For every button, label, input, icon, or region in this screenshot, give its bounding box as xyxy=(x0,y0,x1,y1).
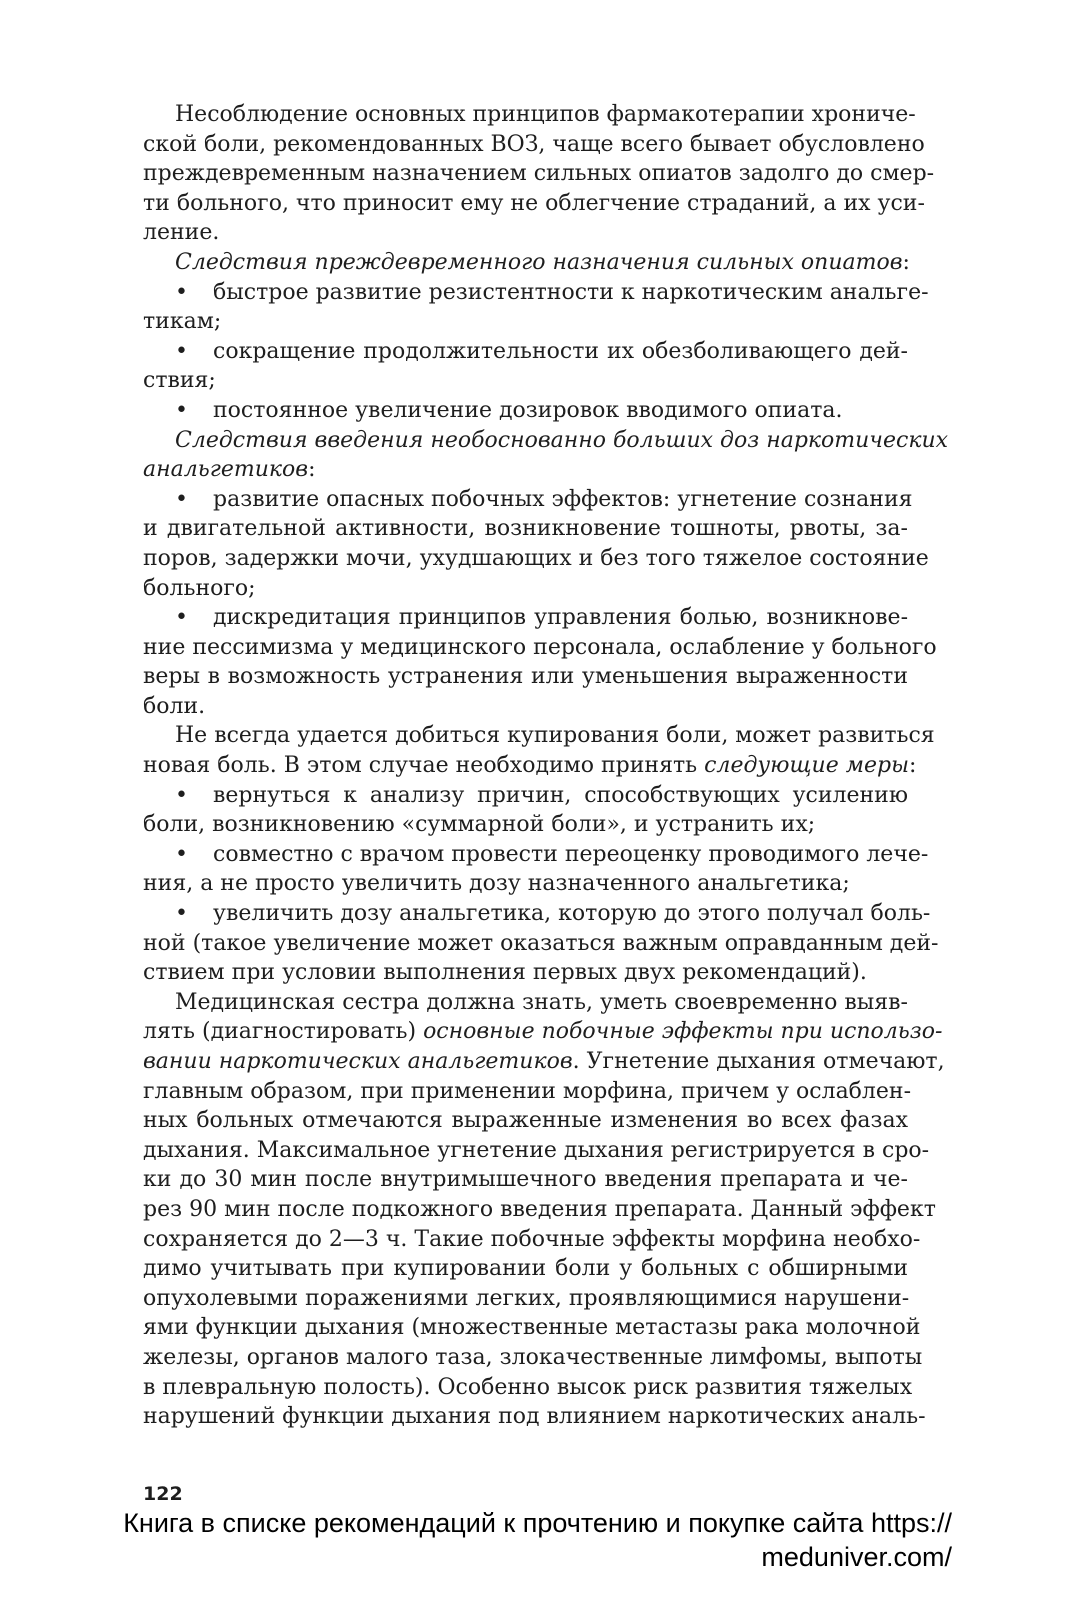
paragraph xyxy=(143,100,935,248)
text-line: ление. xyxy=(143,220,220,246)
page-body xyxy=(143,100,949,1432)
text-line xyxy=(143,840,929,870)
text-line xyxy=(143,1017,943,1047)
list-item xyxy=(143,781,908,840)
bullet-icon: • xyxy=(175,605,188,631)
italic-text: вании наркотических анальгетиков xyxy=(143,1049,573,1074)
italic-text: Следствия введения необоснованно больших доз наркотических xyxy=(175,427,949,453)
text: новая боль. В этом случае необходимо принять xyxy=(143,753,705,779)
list-item xyxy=(143,899,939,988)
list-item-text: совместно с врачом провести переоценку проводимого лече- xyxy=(213,841,929,867)
footer-note-line: Книга в списке рекомендаций к прочтению и покупке сайта https:// xyxy=(123,1508,952,1538)
text-line: веры в возможность устранения или уменьшения выраженности xyxy=(143,664,908,690)
text-line: преждевременным назначением сильных опиатов задолго до смер- xyxy=(143,161,935,187)
text-line xyxy=(143,455,908,485)
text-line: ти больного, что приносит ему не облегчение страданий, а их уси- xyxy=(143,190,925,216)
text-line: сохраняется до 2—3 ч. Такие побочные эффекты морфина необхо- xyxy=(143,1226,921,1252)
text: : xyxy=(909,753,917,779)
list-item xyxy=(143,396,908,426)
text-line: нарушений функции дыхания под влиянием наркотических аналь- xyxy=(143,1404,926,1430)
list-item xyxy=(143,485,929,603)
text-line xyxy=(143,426,949,456)
text: . Угнетение дыхания отмечают, xyxy=(572,1049,945,1074)
text-line xyxy=(143,396,908,426)
footer-note xyxy=(120,1506,952,1574)
text-line: ствием при условии выполнения первых двух рекомендаций). xyxy=(143,960,867,986)
text-line: боли. xyxy=(143,693,206,719)
text: : xyxy=(902,249,910,275)
text-line xyxy=(143,751,917,781)
bullet-list xyxy=(143,781,939,988)
text-line: Не всегда удается добиться купирования боли, может развиться xyxy=(175,723,935,749)
bullet-icon: • xyxy=(175,901,188,927)
text-line xyxy=(143,278,929,308)
text-line: ки до 30 мин после внутримышечного введения препарата и че- xyxy=(143,1167,908,1193)
text-line xyxy=(143,1047,945,1077)
text-line: больного; xyxy=(143,575,256,601)
bullet-list xyxy=(143,278,929,426)
section-lead-in xyxy=(143,426,949,485)
text-line: ями функции дыхания (множественные метастазы рака молочной xyxy=(143,1315,921,1341)
text-line: опухолевыми поражениями легких, проявляющимися нарушени- xyxy=(143,1285,910,1311)
text-line: Медицинская сестра должна знать, уметь своевременно выяв- xyxy=(175,989,908,1015)
bullet-icon: • xyxy=(175,841,188,867)
list-item-text: дискредитация принципов управления болью, возникнове- xyxy=(213,605,908,631)
list-item-text: увеличить дозу анальгетика, которую до этого получал боль- xyxy=(213,901,931,927)
text-line: тикам; xyxy=(143,309,222,335)
bullet-icon: • xyxy=(175,782,188,808)
footer-note-link[interactable]: meduniver.com/ xyxy=(761,1542,952,1572)
text-line: ской боли, рекомендованных ВОЗ, чаще всего бывает обусловлено xyxy=(143,131,925,157)
bullet-icon: • xyxy=(175,397,188,423)
bullet-icon: • xyxy=(175,338,188,364)
text-line: железы, органов малого таза, злокачественные лимфомы, выпоты xyxy=(143,1344,923,1370)
list-item-text: постоянное увеличение дозировок вводимого опиата. xyxy=(213,397,843,423)
text-line xyxy=(143,781,908,811)
text-line: димо учитывать при купировании боли у больных с обширными xyxy=(143,1256,908,1282)
text-line xyxy=(143,337,908,367)
italic-text: Следствия преждевременного назначения сильных опиатов xyxy=(175,249,903,275)
text-line: ствия; xyxy=(143,368,216,394)
list-item-text: развитие опасных побочных эффектов: угнетение сознания xyxy=(213,486,913,512)
section-lead-in xyxy=(143,248,908,278)
list-item-text: сокращение продолжительности их обезболивающего дей- xyxy=(213,338,908,364)
text-line: в плевральную полость). Особенно высок риск развития тяжелых xyxy=(143,1374,913,1400)
list-item xyxy=(143,603,937,721)
text-line xyxy=(143,485,913,515)
text-line: ние пессимизма у медицинского персонала, ослабление у больного xyxy=(143,634,937,660)
italic-text: анальгетиков xyxy=(143,457,309,483)
text-line: боли, возникновению «суммарной боли», и устранить их; xyxy=(143,812,816,838)
page-number: 122 xyxy=(143,1483,183,1505)
text-line: Несоблюдение основных принципов фармакотерапии хрониче- xyxy=(175,102,916,127)
bullet-icon: • xyxy=(175,486,188,512)
italic-text: следующие меры xyxy=(704,753,909,779)
text-line: главным образом, при применении морфина, причем у ослаблен- xyxy=(143,1078,912,1104)
text-line xyxy=(143,603,908,633)
text-line: ных больных отмечаются выраженные изменения во всех фазах xyxy=(143,1108,908,1134)
list-item-text: быстрое развитие резистентности к наркотическим анальге- xyxy=(213,279,929,305)
bullet-list xyxy=(143,485,937,722)
list-item xyxy=(143,337,908,396)
text: лять (диагностировать) xyxy=(143,1019,424,1045)
text-line: поров, задержки мочи, ухудшающих и без того тяжелое состояние xyxy=(143,545,929,571)
text: : xyxy=(308,457,316,483)
text-line: рез 90 мин после подкожного введения препарата. Данный эффект xyxy=(143,1196,936,1222)
list-item xyxy=(143,278,929,337)
list-item-text: вернуться к анализу причин, способствующих усилению xyxy=(213,782,908,808)
text-line: дыхания. Максимальное угнетение дыхания регистрируется в сро- xyxy=(143,1137,930,1163)
italic-text: основные побочные эффекты при использо- xyxy=(423,1019,943,1045)
text-line xyxy=(143,899,931,929)
paragraph xyxy=(143,988,945,1432)
text-line: ной (такое увеличение может оказаться важным оправданным дей- xyxy=(143,930,939,956)
paragraph xyxy=(143,721,935,780)
list-item xyxy=(143,840,929,899)
bullet-icon: • xyxy=(175,279,188,305)
text-line: и двигательной активности, возникновение тошноты, рвоты, за- xyxy=(143,516,908,542)
text-line: ния, а не просто увеличить дозу назначенного анальгетика; xyxy=(143,871,850,897)
